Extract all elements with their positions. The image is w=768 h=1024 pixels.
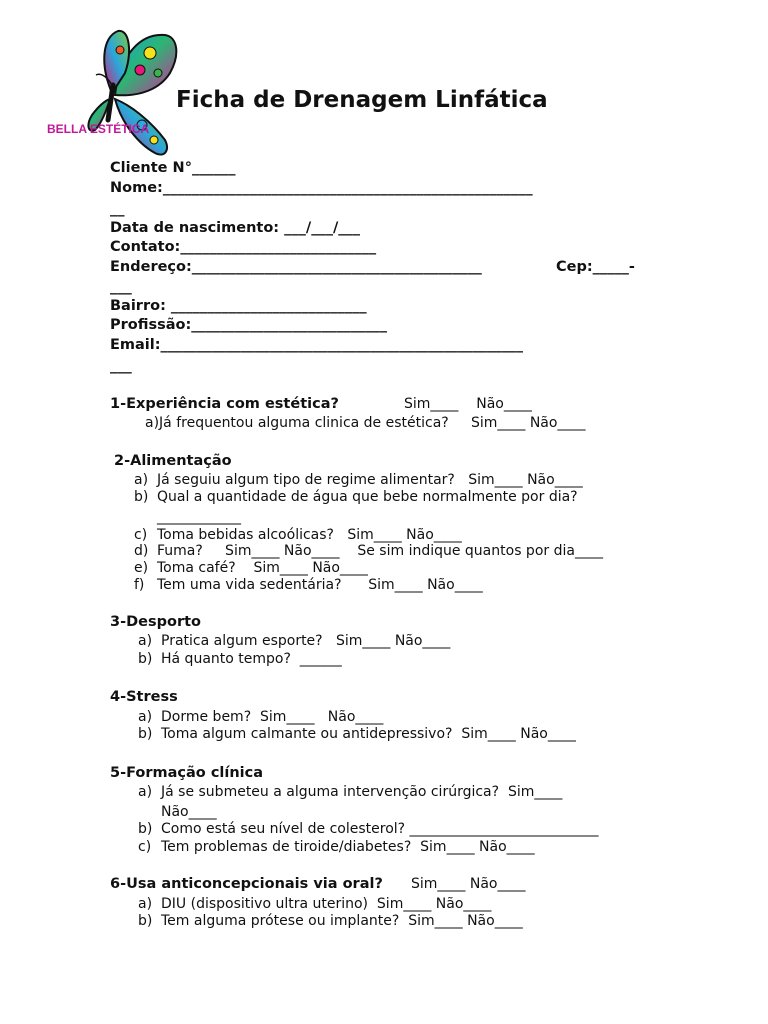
- list-marker: b): [134, 489, 149, 505]
- section-5-item-a[interactable]: Já se submeteu a alguma intervenção cirúrgica? Sim____: [161, 784, 563, 800]
- email-field-cont: ___: [110, 358, 132, 374]
- section-6-heading: 6-Usa anticoncepcionais via oral?: [110, 876, 383, 892]
- section-2-item-b[interactable]: Qual a quantidade de água que bebe normalmente por dia?: [157, 489, 578, 505]
- section-2-heading: 2-Alimentação: [114, 453, 232, 469]
- list-marker: a): [134, 472, 149, 488]
- list-marker: f): [134, 577, 145, 593]
- brand-name: BELLA ESTÉTICA: [47, 122, 150, 136]
- list-marker: b): [138, 913, 153, 929]
- list-marker: c): [134, 527, 148, 543]
- section-2-item-c[interactable]: Toma bebidas alcoólicas? Sim____ Não____: [157, 527, 462, 543]
- cep-field-cont: ___: [110, 279, 132, 295]
- nome-field-cont: __: [110, 201, 125, 217]
- section-2-item-d[interactable]: Fuma? Sim____ Não____ Se sim indique quantos por dia____: [157, 543, 603, 559]
- section-5-item-c[interactable]: Tem problemas de tiroide/diabetes? Sim____ Não____: [161, 839, 535, 855]
- section-3-item-b[interactable]: Há quanto tempo? ______: [161, 651, 342, 667]
- section-5-heading: 5-Formação clínica: [110, 765, 264, 781]
- section-6-answer[interactable]: Sim____ Não____: [411, 876, 526, 892]
- section-1-item-a[interactable]: a)Já frequentou alguma clinica de estética? Sim____ Não____: [145, 415, 586, 431]
- section-6-item-b[interactable]: Tem alguma prótese ou implante? Sim____ Não____: [161, 913, 523, 929]
- section-4-heading: 4-Stress: [110, 689, 178, 705]
- list-marker: a): [138, 784, 153, 800]
- section-2-item-b-cont[interactable]: ____________: [157, 509, 241, 525]
- endereco-field[interactable]: Endereço:________________________________________: [110, 259, 482, 275]
- section-4-item-a[interactable]: Dorme bem? Sim____ Não____: [161, 709, 384, 725]
- list-marker: b): [138, 726, 153, 742]
- list-marker: b): [138, 651, 153, 667]
- nascimento-field[interactable]: Data de nascimento: ___/___/___: [110, 220, 360, 236]
- email-field[interactable]: Email:__________________________________________________: [110, 337, 524, 353]
- section-3-item-a[interactable]: Pratica algum esporte? Sim____ Não____: [161, 633, 451, 649]
- cliente-field[interactable]: Cliente N°______: [110, 160, 236, 176]
- cep-field[interactable]: Cep:_____-: [556, 259, 635, 275]
- section-5-item-b[interactable]: Como está seu nível de colesterol? ___________________________: [161, 821, 599, 837]
- list-marker: b): [138, 821, 153, 837]
- section-4-item-b[interactable]: Toma algum calmante ou antidepressivo? Sim____ Não____: [161, 726, 576, 742]
- butterfly-logo-icon: [70, 25, 190, 160]
- page-title: Ficha de Drenagem Linfática: [176, 87, 548, 113]
- list-marker: c): [138, 839, 152, 855]
- section-6-item-a[interactable]: DIU (dispositivo ultra uterino) Sim____ Não____: [161, 896, 492, 912]
- list-marker: a): [138, 896, 153, 912]
- section-2-item-e[interactable]: Toma café? Sim____ Não____: [157, 560, 368, 576]
- contato-field[interactable]: Contato:___________________________: [110, 239, 377, 255]
- list-marker: e): [134, 560, 149, 576]
- bairro-field[interactable]: Bairro: ___________________________: [110, 298, 367, 314]
- logo: [60, 6, 180, 141]
- section-2-item-f[interactable]: Tem uma vida sedentária? Sim____ Não____: [157, 577, 483, 593]
- nome-field[interactable]: Nome:___________________________________________________: [110, 180, 533, 196]
- section-1-heading: 1-Experiência com estética?: [110, 396, 339, 412]
- section-1-answer[interactable]: Sim____ Não____: [404, 396, 532, 412]
- list-marker: a): [138, 633, 153, 649]
- list-marker: a): [138, 709, 153, 725]
- profissao-field[interactable]: Profissão:___________________________: [110, 317, 388, 333]
- list-marker: d): [134, 543, 149, 559]
- section-5-item-a-cont[interactable]: Não____: [161, 804, 217, 820]
- section-3-heading: 3-Desporto: [110, 614, 201, 630]
- section-2-item-a[interactable]: Já seguiu algum tipo de regime alimentar? Sim____ Não____: [157, 472, 583, 488]
